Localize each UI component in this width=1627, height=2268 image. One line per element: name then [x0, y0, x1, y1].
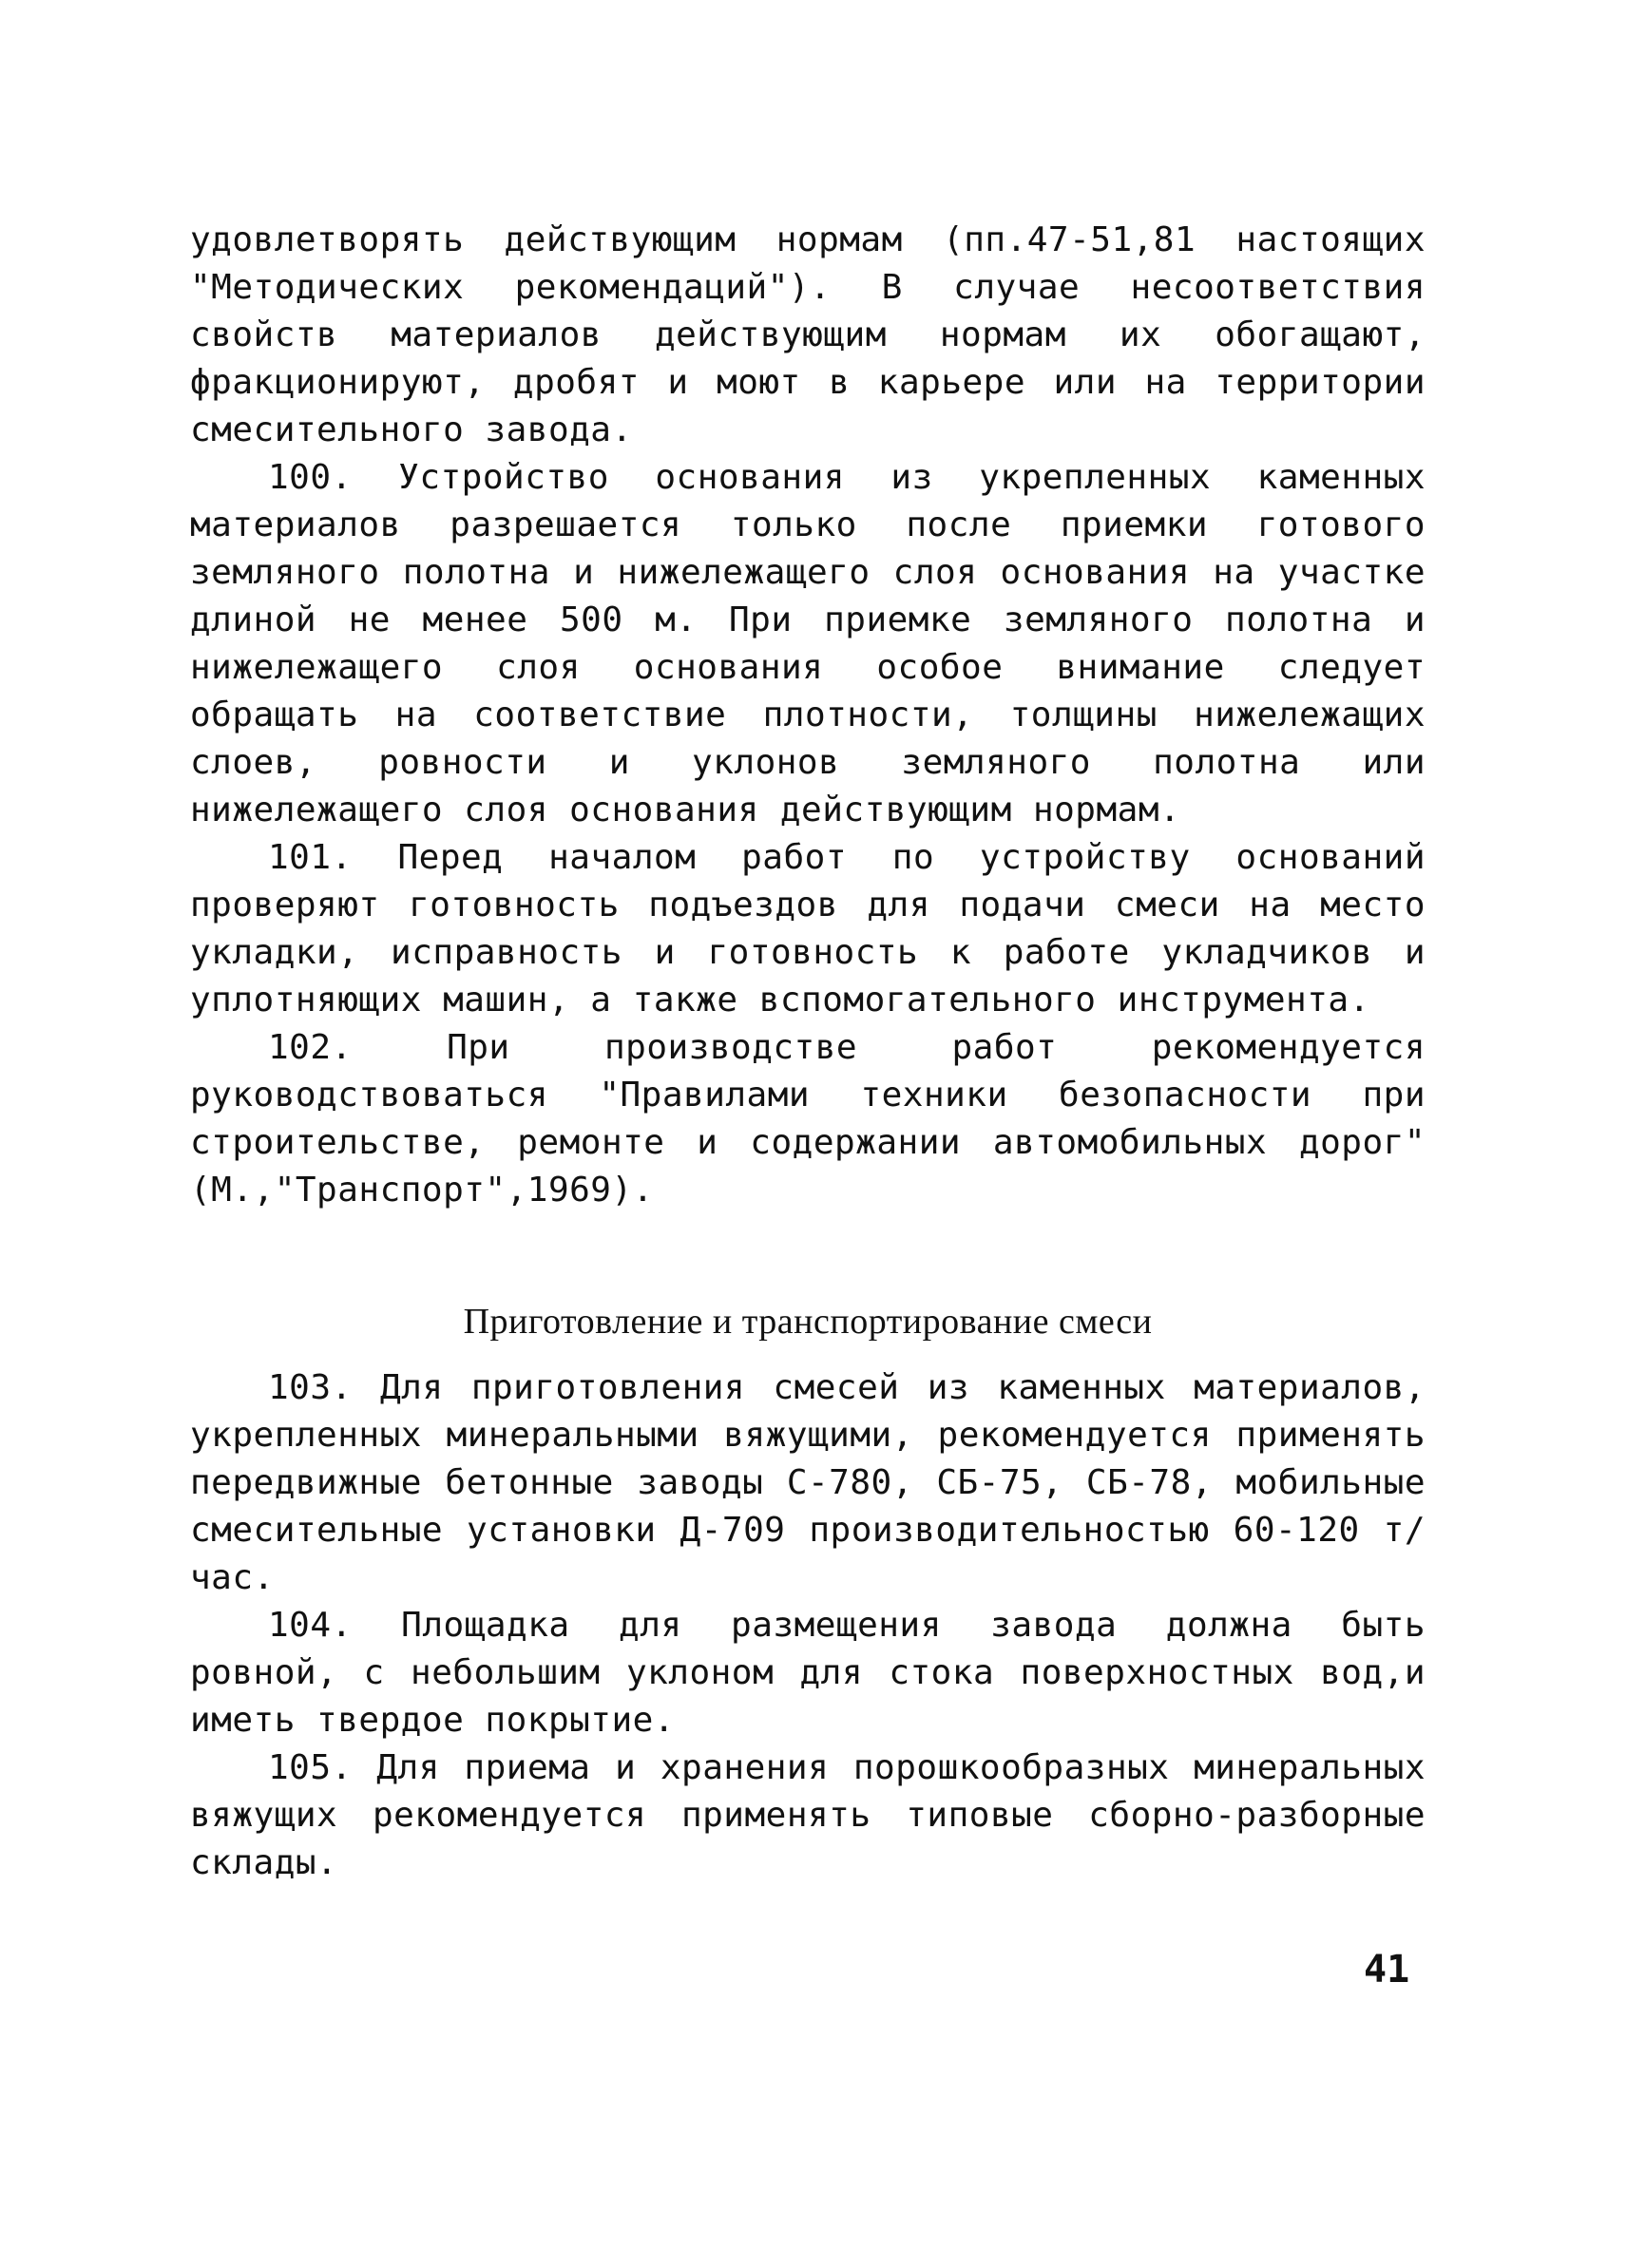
paragraph-100: 100. Устройство основания из укрепленных каменных материалов разрешается только после приемки готового земляного полотна и нижележащего слоя основания на участке длиной не менее 500 м. При приемке земляного полотна и нижележащего слоя основания особое внимание следует обращать на соответствие плотности, толщины нижележащих слоев, ровности и уклонов земляного полотна или нижележащего слоя основания действующим нормам.: [190, 458, 1426, 829]
section-heading: Приготовление и транспортирование смеси: [463, 1302, 1153, 1342]
page-body: [190, 217, 1426, 1887]
paragraph-104: 104. Площадка для размещения завода должна быть ровной, с небольшим уклоном для стока поверхностных вод,и иметь твердое покрытие.: [190, 1606, 1426, 1740]
paragraph-103: 103. Для приготовления смесей из каменных материалов, укрепленных минеральными вяжущими, рекомендуется применять передвижные бетонные заводы С-780, СБ-75, СБ-78, мобильные смесительные установки Д-709 производительностью 60-120 т/час.: [190, 1368, 1426, 1597]
page-number: 41: [1364, 1948, 1410, 1992]
paragraph-105: 105. Для приема и хранения порошкообразных минеральных вяжущих рекомендуется применять типовые сборно-разборные склады.: [190, 1748, 1426, 1882]
paragraph-102: 102. При производстве работ рекомендуется руководствоваться "Правилами техники безопасности при строительстве, ремонте и содержании автомобильных дорог" (М.,"Транспорт",1969).: [190, 1028, 1426, 1210]
paragraph-continuation: удовлетворять действующим нормам (пп.47-51,81 настоящих "Методических рекомендаций"). В случае несоответствия свойств материалов действующим нормам их обогащают, фракционируют, дробят и моют в карьере или на территории смесительного завода.: [190, 220, 1426, 449]
paragraph-101: 101. Перед началом работ по устройству оснований проверяют готовность подъездов для подачи смеси на место укладки, исправность и готовность к работе укладчиков и уплотняющих машин, а также вспомогательного инструмента.: [190, 838, 1426, 1020]
